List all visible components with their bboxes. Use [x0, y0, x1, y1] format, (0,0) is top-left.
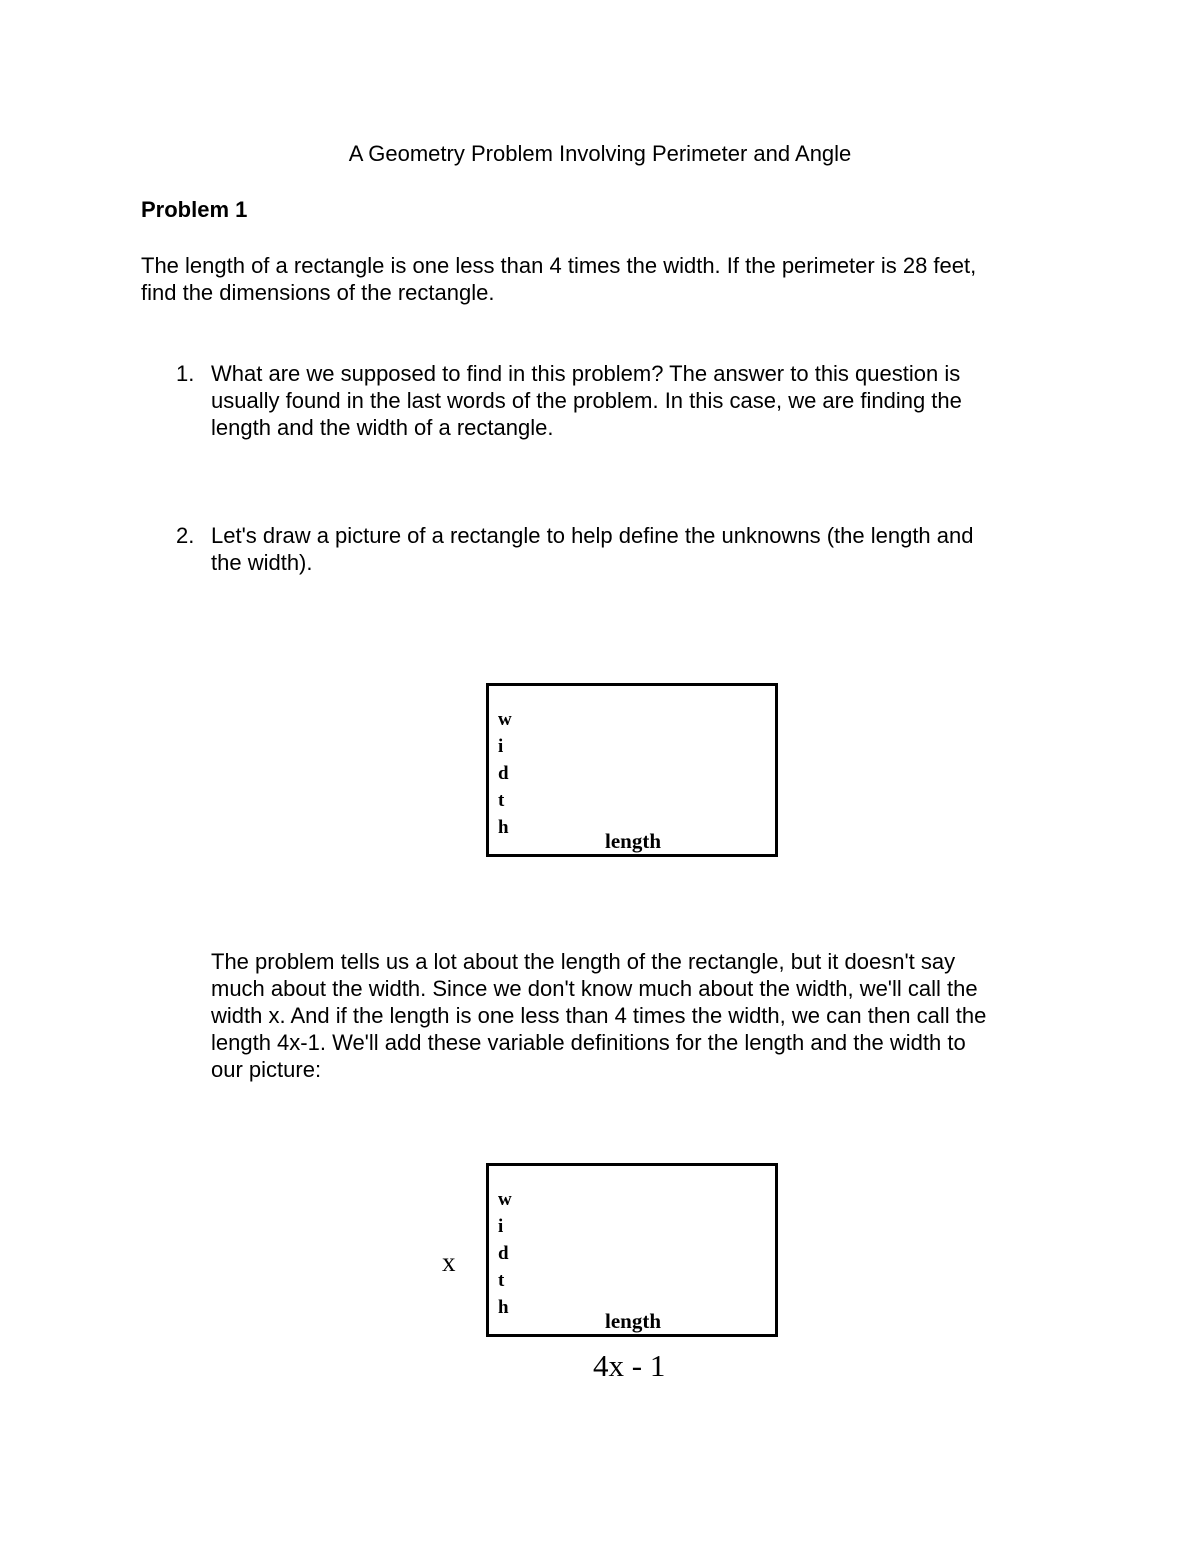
explanation-line: much about the width. Since we don't know much about the width, we'll call the — [211, 976, 978, 1001]
length-label: length — [605, 829, 662, 853]
step-line: usually found in the last words of the problem. In this case, we are finding the — [211, 388, 962, 413]
width-letter: t — [498, 790, 505, 811]
width-vertical-label — [498, 706, 512, 841]
problem-heading: Problem 1 — [141, 197, 248, 222]
rectangle-figure-2 — [486, 1163, 778, 1337]
width-letter: h — [498, 1297, 509, 1318]
width-letter: i — [498, 736, 504, 757]
explanation-line: our picture: — [211, 1057, 322, 1082]
explanation-line: The problem tells us a lot about the length of the rectangle, but it doesn't say — [211, 949, 956, 974]
step-line: length and the width of a rectangle. — [211, 415, 554, 440]
width-letter: t — [498, 1270, 505, 1291]
explanation-paragraph — [211, 948, 986, 1083]
width-letter: w — [498, 1189, 512, 1210]
page-title: A Geometry Problem Involving Perimeter and Angle — [348, 141, 852, 166]
step-2-text — [211, 522, 973, 576]
step-1-number: 1. — [176, 361, 195, 386]
width-vertical-label — [498, 1186, 512, 1321]
problem-line: The length of a rectangle is one less than 4 times the width. If the perimeter is 28 feet, — [141, 253, 977, 278]
width-variable-x: x — [442, 1247, 456, 1277]
problem-line: find the dimensions of the rectangle. — [141, 280, 495, 305]
width-letter: d — [498, 1243, 509, 1264]
width-letter: w — [498, 709, 512, 730]
explanation-line: length 4x-1. We'll add these variable definitions for the length and the width to — [211, 1030, 966, 1055]
step-2-number: 2. — [176, 523, 195, 548]
explanation-line: width x. And if the length is one less than 4 times the width, we can then call the — [211, 1003, 987, 1028]
step-line: Let's draw a picture of a rectangle to help define the unknowns (the length and — [211, 523, 974, 548]
problem-statement — [141, 252, 976, 306]
width-letter: d — [498, 763, 509, 784]
width-letter: i — [498, 1216, 504, 1237]
step-line: What are we supposed to find in this problem? The answer to this question is — [211, 361, 961, 386]
width-letter: h — [498, 817, 509, 838]
step-1-text — [211, 360, 962, 441]
rectangle-figure-1 — [486, 683, 778, 857]
length-label: length — [605, 1309, 662, 1333]
step-line: the width). — [211, 550, 313, 575]
length-expression: 4x - 1 — [593, 1348, 666, 1383]
